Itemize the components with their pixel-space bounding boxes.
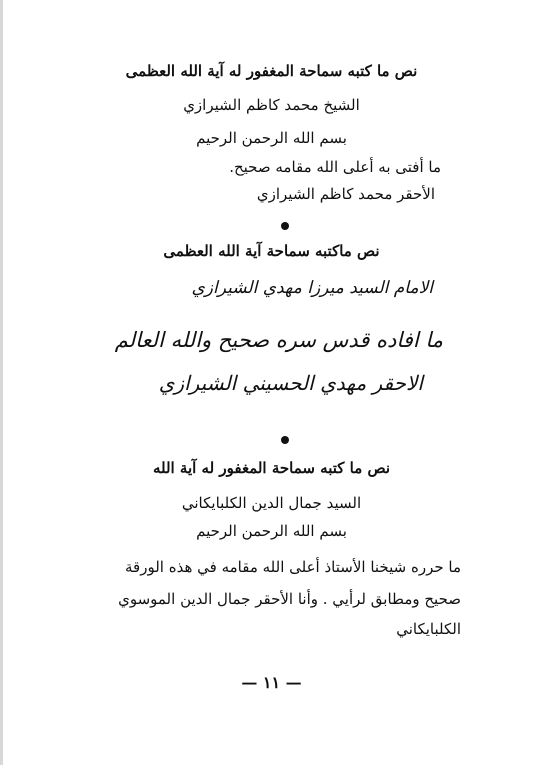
section3-text-line2: صحيح ومطابق لرأيي . وأنا الأحقر جمال الدين الموسوي [118, 590, 461, 608]
section2-name: الامام السيد ميرزا مهدي الشيرازي [191, 278, 433, 298]
section1-name: الشيخ محمد كاظم الشيرازي [183, 96, 360, 114]
section2-text: ما افاده قدس سره صحيح والله العالم [114, 328, 443, 352]
scan-edge [0, 0, 3, 765]
section-divider-dot [281, 222, 289, 230]
section3-text-line3: الكلبايكاني [396, 620, 461, 638]
section3-basmala: بسم الله الرحمن الرحيم [196, 522, 347, 540]
section1-signature: الأحقر محمد كاظم الشيرازي [256, 185, 435, 203]
page-number: — ١١ — [241, 673, 302, 692]
section2-heading: نص ماكتبه سماحة آية الله العظمى [163, 242, 380, 260]
section3-name: السيد جمال الدين الكلبايكاني [181, 494, 362, 512]
section1-heading: نص ما كتبه سماحة المغفور له آية الله العظمى [125, 62, 418, 80]
section3-text-line1: ما حرره شيخنا الأستاذ أعلى الله مقامه في هذه الورقة [125, 558, 461, 576]
section2-signature: الاحقر مهدي الحسيني الشيرازي [158, 371, 423, 395]
section3-heading: نص ما كتبه سماحة المغفور له آية الله [152, 459, 391, 477]
section-divider-dot [281, 436, 289, 444]
section1-text: ما أفتى به أعلى الله مقامه صحيح. [229, 158, 441, 176]
section1-basmala: بسم الله الرحمن الرحيم [196, 129, 347, 147]
